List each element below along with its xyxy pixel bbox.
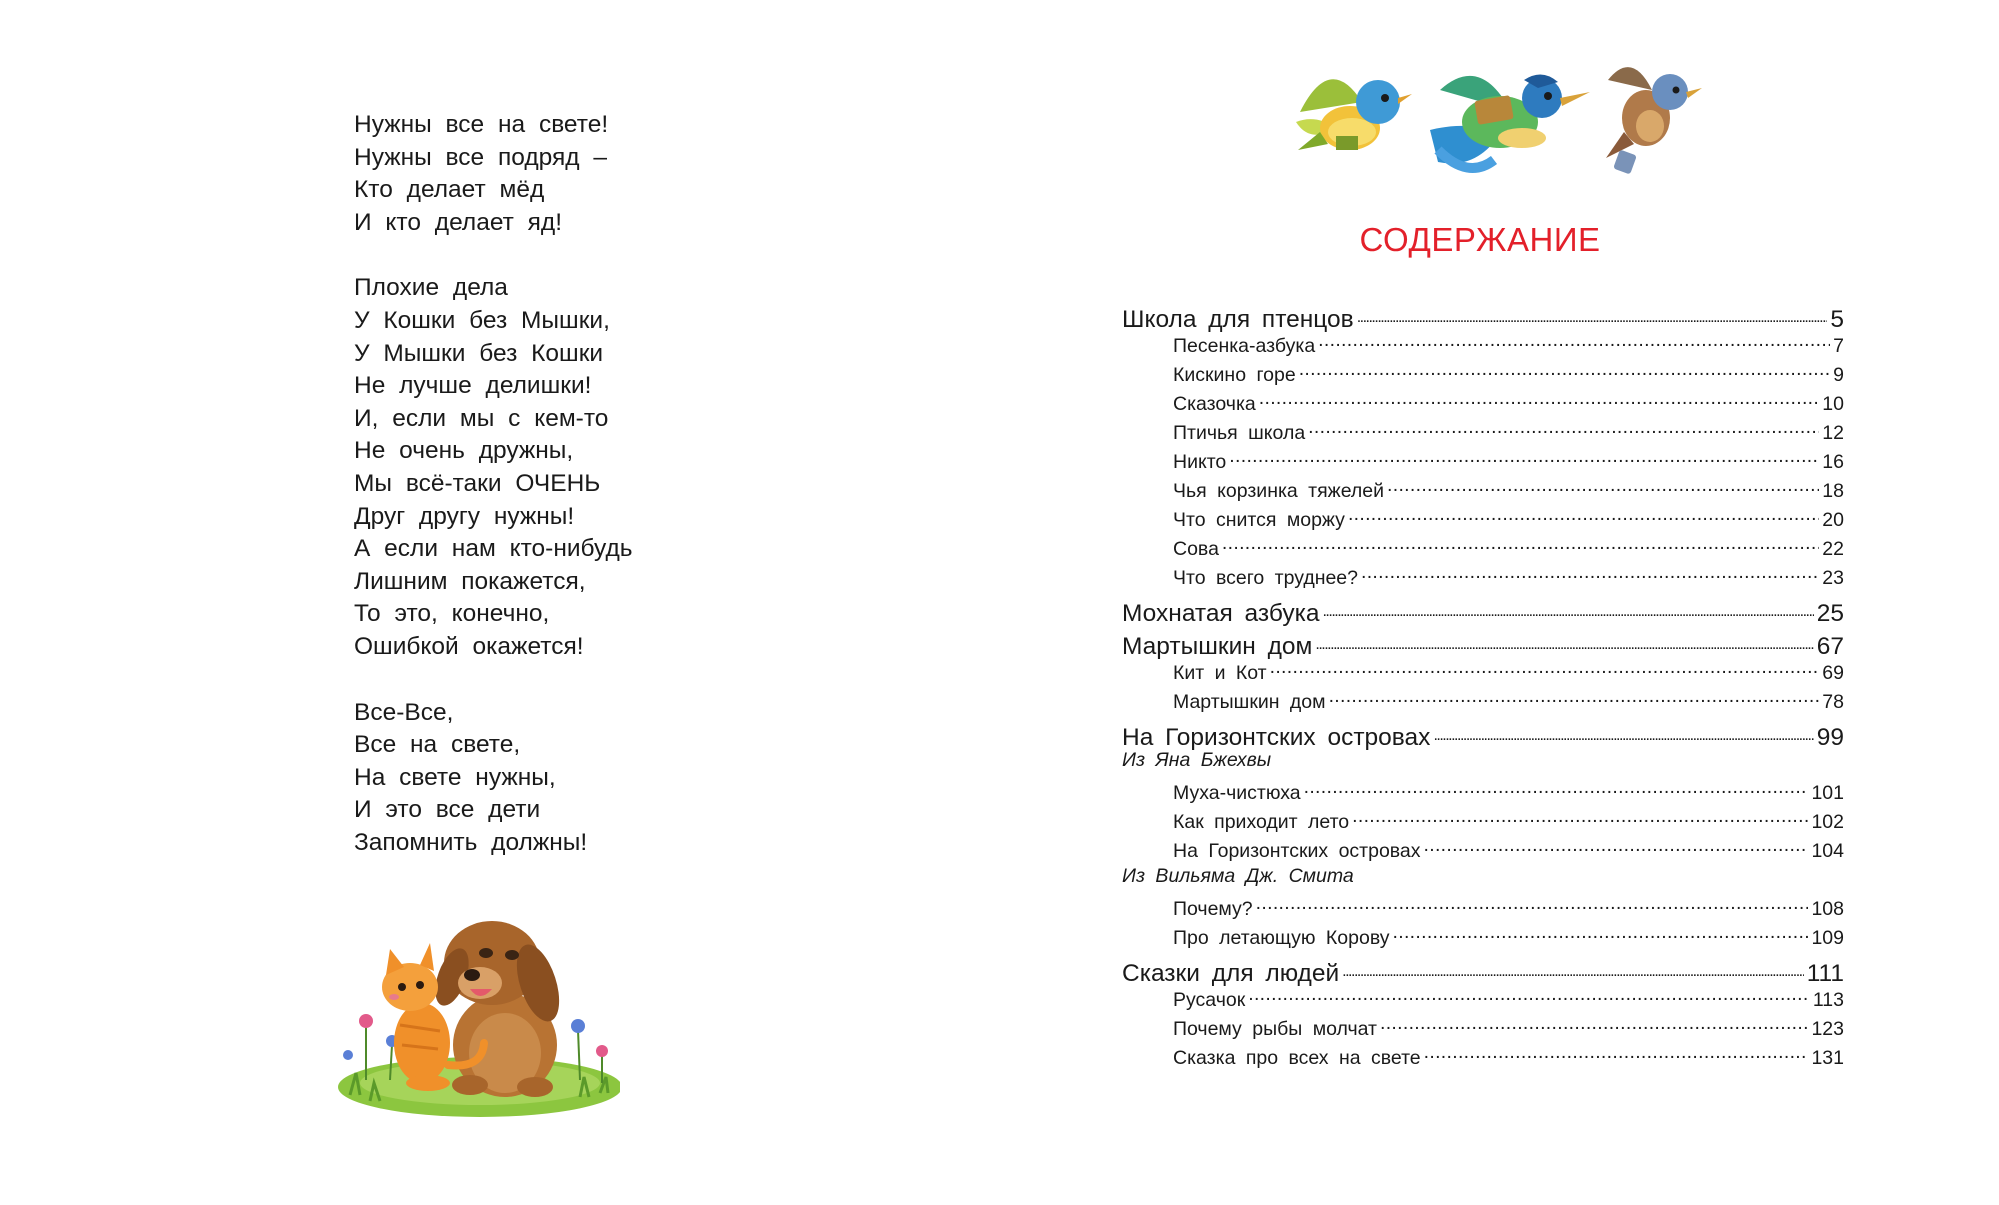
toc-entry-label: На Горизонтских островах (1173, 840, 1421, 863)
toc-page-number: 18 (1822, 480, 1844, 503)
toc-leader-dots (1387, 476, 1819, 497)
three-flying-birds-icon (1290, 40, 1710, 190)
toc-leader-dots (1256, 894, 1809, 915)
toc-leader-dots (1270, 658, 1820, 679)
toc-entry-label: Песенка-азбука (1173, 335, 1316, 358)
toc-entry-label: Птичья школа (1173, 422, 1306, 445)
toc-page-number: 101 (1811, 782, 1844, 805)
toc-page-number: 131 (1811, 1047, 1844, 1070)
toc-leader-dots (1380, 1014, 1808, 1035)
toc-section[interactable] (1122, 300, 1844, 334)
toc-page-number: 104 (1811, 840, 1844, 863)
toc-page-number: 67 (1816, 632, 1844, 660)
toc-section[interactable] (1122, 954, 1844, 988)
poem-line: Все-Все, (354, 698, 454, 726)
toc-section[interactable] (1122, 627, 1844, 661)
toc-page-number: 108 (1811, 898, 1844, 921)
kitten-and-puppy-icon (330, 905, 620, 1125)
toc-page-number: 5 (1830, 305, 1844, 333)
poem-line: У Мышки без Кошки (354, 339, 604, 367)
toc-entry-label: Русачок (1173, 989, 1246, 1012)
toc-leader-dots (1222, 534, 1819, 555)
toc-leader-dots (1304, 778, 1809, 799)
poem-line: Лишним покажется, (354, 567, 586, 595)
toc-leader-dots (1259, 389, 1820, 410)
poem-line: Все на свете, (354, 731, 521, 759)
toc-entry-label: Сказка про всех на свете (1173, 1047, 1421, 1070)
poem-line: Запомнить должны! (354, 828, 588, 856)
toc-section[interactable] (1122, 718, 1844, 752)
toc-page-number: 22 (1822, 538, 1844, 561)
toc-item[interactable] (1173, 331, 1844, 358)
toc-entry-label: Мохнатая азбука (1122, 599, 1320, 627)
toc-item[interactable] (1173, 778, 1844, 805)
toc-entry-label: Сказочка (1173, 393, 1256, 416)
toc-author: Из Яна Бжехвы (1122, 749, 1272, 771)
toc-entry-label: Сова (1173, 538, 1219, 561)
toc-item[interactable] (1173, 1014, 1844, 1041)
toc-leader-dots (1433, 718, 1813, 745)
toc-page-number: 23 (1822, 567, 1844, 590)
toc-page-number: 123 (1811, 1018, 1844, 1041)
toc-leader-dots (1248, 985, 1810, 1006)
poem-line: У Кошки без Мышки, (354, 306, 610, 334)
toc-page-number: 113 (1812, 989, 1844, 1012)
toc-item[interactable] (1173, 418, 1844, 445)
toc-page-number: 99 (1816, 723, 1844, 751)
toc-entry-label: Почему рыбы молчат (1173, 1018, 1377, 1041)
toc-item[interactable] (1173, 505, 1844, 532)
toc-entry-label: Никто (1173, 451, 1227, 474)
toc-entry-label: Кискино горе (1173, 364, 1296, 387)
poem-line: Не очень дружны, (354, 437, 574, 465)
poem-stanza-3 (354, 697, 774, 860)
toc-leader-dots (1322, 594, 1813, 621)
poem (354, 109, 774, 892)
toc-entry-label: Школа для птенцов (1122, 305, 1354, 333)
toc-leader-dots (1299, 360, 1830, 381)
poem-line: То это, конечно, (354, 600, 550, 628)
toc-item[interactable] (1173, 894, 1844, 921)
toc-page-number: 20 (1822, 509, 1844, 532)
poem-line: И это все дети (354, 796, 541, 824)
toc-leader-dots (1424, 836, 1809, 857)
toc-page-number: 10 (1822, 393, 1844, 416)
toc-page-number: 25 (1816, 599, 1844, 627)
poem-stanza-2 (354, 272, 774, 663)
toc-page-number: 7 (1833, 335, 1844, 358)
toc-item[interactable] (1173, 923, 1844, 950)
toc-entry-label: Почему? (1173, 898, 1253, 921)
toc-leader-dots (1308, 418, 1819, 439)
toc-entry-label: Сказки для людей (1122, 959, 1340, 987)
poem-line: А если нам кто-нибудь (354, 535, 633, 563)
poem-line: Нужны все на свете! (354, 111, 609, 138)
toc-item[interactable] (1173, 1043, 1844, 1070)
toc-leader-dots (1329, 687, 1820, 708)
poem-line: Мы всё-таки ОЧЕНЬ (354, 469, 601, 497)
toc-leader-dots (1229, 447, 1819, 468)
toc-page-number: 102 (1811, 811, 1844, 834)
toc-entry-label: Чья корзинка тяжелей (1173, 480, 1385, 503)
toc-entry-label: Мартышкин дом (1122, 632, 1313, 660)
poem-line: И кто делает яд! (354, 208, 563, 236)
toc-item[interactable] (1173, 985, 1844, 1012)
toc-entry-label: Что снится моржу (1173, 509, 1345, 532)
toc-page-number: 111 (1806, 959, 1844, 987)
toc-author: Из Вильяма Дж. Смита (1122, 865, 1354, 887)
toc-item[interactable] (1173, 476, 1844, 503)
toc-entry-label: Кит и Кот (1173, 662, 1267, 685)
toc-entry-label: Что всего труднее? (1173, 567, 1358, 590)
toc-page-number: 9 (1833, 364, 1844, 387)
toc-leader-dots (1393, 923, 1809, 944)
toc-leader-dots (1315, 627, 1813, 654)
toc-item[interactable] (1173, 836, 1844, 863)
poem-line: На свете нужны, (354, 763, 556, 791)
toc-item[interactable] (1173, 447, 1844, 474)
toc-entry-label: На Горизонтских островах (1122, 723, 1431, 751)
toc-page-number: 78 (1822, 691, 1844, 714)
toc-entry-label: Мартышкин дом (1173, 691, 1326, 714)
toc-leader-dots (1361, 563, 1819, 584)
toc-leader-dots (1357, 300, 1828, 327)
toc-entry-label: Про летающую Корову (1173, 927, 1390, 950)
poem-line: Ошибкой окажется! (354, 632, 584, 660)
toc-section[interactable] (1122, 594, 1844, 628)
toc-leader-dots (1424, 1043, 1809, 1064)
toc-page-number: 16 (1822, 451, 1844, 474)
toc-page-number: 12 (1822, 422, 1844, 445)
toc-leader-dots (1318, 331, 1830, 352)
toc-entry-label: Как приходит лето (1173, 811, 1350, 834)
toc-item[interactable] (1173, 658, 1844, 685)
toc-item[interactable] (1173, 534, 1844, 561)
toc-leader-dots (1342, 954, 1804, 981)
toc-item[interactable] (1173, 360, 1844, 387)
toc-item[interactable] (1173, 389, 1844, 416)
poem-line: И, если мы с кем-то (354, 404, 609, 432)
toc-item[interactable] (1173, 807, 1844, 834)
toc-page-number: 109 (1811, 927, 1844, 950)
toc-page-number: 69 (1822, 662, 1844, 685)
poem-line: Кто делает мёд (354, 176, 545, 204)
toc-item[interactable] (1173, 687, 1844, 714)
poem-line: Нужны все подряд – (354, 143, 607, 171)
toc-item[interactable] (1173, 563, 1844, 590)
poem-line: Плохие дела (354, 274, 508, 302)
poem-line: Не лучше делишки! (354, 372, 592, 400)
toc-leader-dots (1348, 505, 1819, 526)
toc-leader-dots (1352, 807, 1808, 828)
poem-line: Друг другу нужны! (354, 502, 575, 530)
poem-stanza-1 (354, 109, 774, 239)
toc-entry-label: Муха-чистюха (1173, 782, 1301, 805)
toc-title: СОДЕРЖАНИЕ (1359, 221, 1601, 258)
